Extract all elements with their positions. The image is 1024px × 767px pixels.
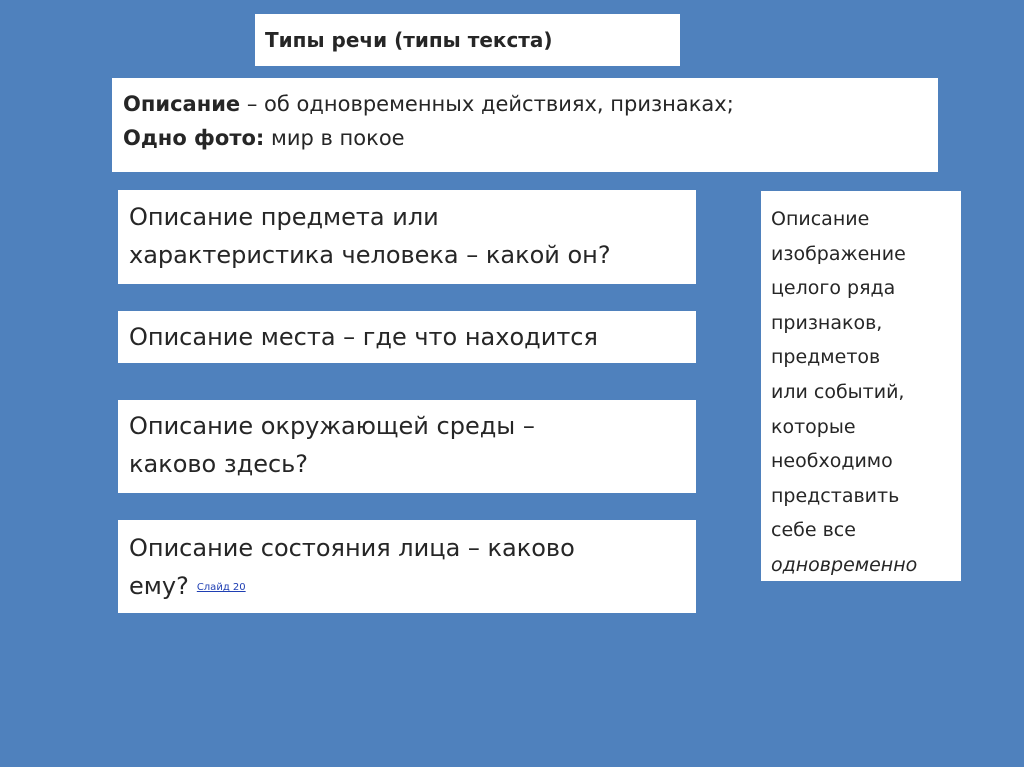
photo-term: Одно фото: [123, 126, 265, 150]
definition-line-2 [123, 121, 938, 155]
item-text-line: Описание предмета или [129, 203, 439, 231]
item-text-line [129, 567, 696, 607]
item-place-description [118, 311, 696, 363]
item-environment-description [118, 400, 696, 493]
item-object-description [118, 190, 696, 284]
item-text-line: характеристика человека – какой он? [129, 241, 611, 269]
side-line: или событий, [771, 380, 905, 403]
side-line: целого ряда [771, 277, 896, 300]
definition-term: Описание [123, 92, 241, 116]
item-text: ему? [129, 572, 189, 600]
side-line-italic: одновременно [771, 553, 918, 576]
definition-line-1 [123, 87, 938, 121]
slide-title: Типы речи (типы текста) [265, 28, 553, 52]
definition-box [112, 78, 938, 172]
item-text-line: Описание окружающей среды – [129, 412, 535, 440]
side-line: которые [771, 415, 856, 438]
definition-text: – об одновременных действиях, признаках; [240, 92, 734, 116]
title-box [255, 14, 680, 66]
item-state-description [118, 520, 696, 613]
side-line: себе все [771, 519, 856, 542]
side-line: представить [771, 484, 900, 507]
photo-text: мир в покое [264, 126, 405, 150]
side-description-box [761, 191, 961, 581]
item-text-line: Описание состояния лица – каково [129, 534, 575, 562]
slide-20-link[interactable]: Слайд 20 [196, 582, 246, 593]
side-line: необходимо [771, 450, 893, 473]
side-line: Описание [771, 208, 870, 230]
item-text-line: каково здесь? [129, 450, 309, 478]
side-line: признаков, [771, 311, 883, 334]
item-text-line: Описание места – где что находится [129, 323, 598, 351]
side-line: изображение [771, 242, 906, 265]
side-line: предметов [771, 346, 881, 369]
